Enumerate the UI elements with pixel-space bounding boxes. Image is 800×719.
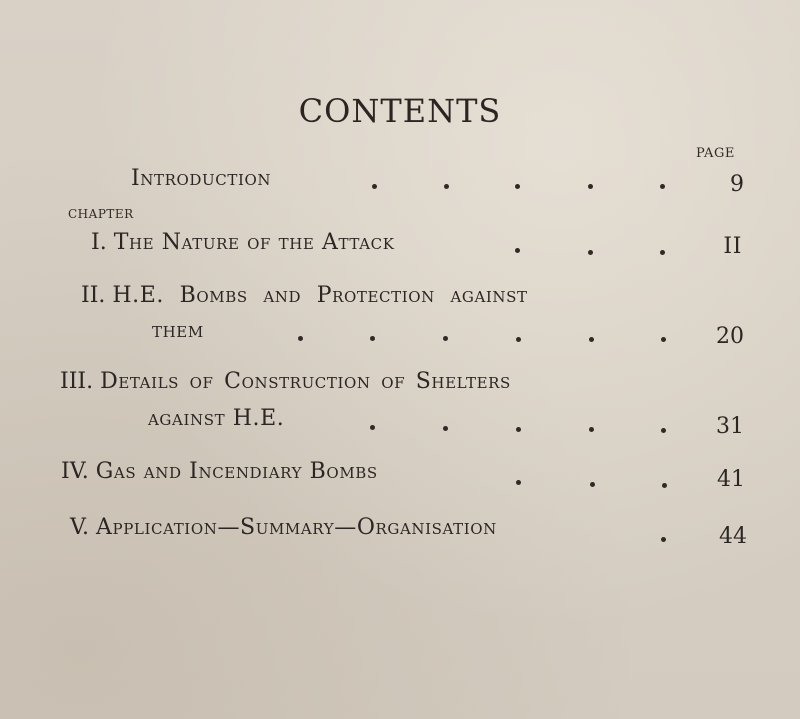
leader-dot [370,336,375,341]
chapter-numeral: II. [81,283,106,308]
leader-dot [516,427,521,432]
leader-dot [588,184,593,189]
leader-dot [443,426,448,431]
leader-dot [515,184,520,189]
leader-dot [372,184,377,189]
chapter-title: Details of Construction of Shelters [100,369,511,394]
toc-entry-introduction-title: Introduction [131,166,272,191]
chapter-title: The Nature of the Attack [113,230,395,255]
chapter-title: Application—Summary—Organisation [96,515,497,540]
toc-page-chapter-1: II [723,234,742,259]
leader-dot [516,480,521,485]
chapter-title: Gas and Incendiary Bombs [95,459,378,484]
chapter-numeral: V. [70,515,90,540]
chapter-column-label: CHAPTER [68,207,134,221]
toc-page-chapter-3: 31 [716,414,744,439]
page-title: CONTENTS [298,92,502,130]
leader-dot [661,337,666,342]
toc-page-chapter-4: 41 [717,467,745,492]
leader-dot [370,425,375,430]
leader-dot [589,427,594,432]
toc-entry-chapter-3-continued: against H.E. [148,406,285,431]
toc-entry-chapter-5 [70,515,497,540]
leader-dot [588,250,593,255]
leader-dot [660,250,665,255]
leader-dot [660,184,665,189]
chapter-numeral: IV. [61,459,89,484]
chapter-numeral: III. [60,369,94,394]
leader-dot [443,336,448,341]
leader-dot [662,483,667,488]
toc-page-chapter-5: 44 [719,524,747,549]
toc-entry-chapter-1 [91,230,395,255]
toc-page-introduction: 9 [730,172,744,197]
leader-dot [590,482,595,487]
toc-entry-chapter-2-continued: them [152,318,204,343]
chapter-title: H.E. Bombs and Protection against [112,283,528,308]
page-column-label: PAGE [696,146,735,161]
leader-dot [589,337,594,342]
leader-dot [516,337,521,342]
leader-dot [661,428,666,433]
leader-dot [444,184,449,189]
chapter-numeral: I. [91,230,107,255]
toc-entry-chapter-4 [61,459,378,484]
leader-dot [515,248,520,253]
leader-dot [298,336,303,341]
toc-page-chapter-2: 20 [716,324,744,349]
toc-entry-chapter-3 [60,369,511,394]
toc-entry-chapter-2 [81,283,528,308]
leader-dot [661,537,666,542]
